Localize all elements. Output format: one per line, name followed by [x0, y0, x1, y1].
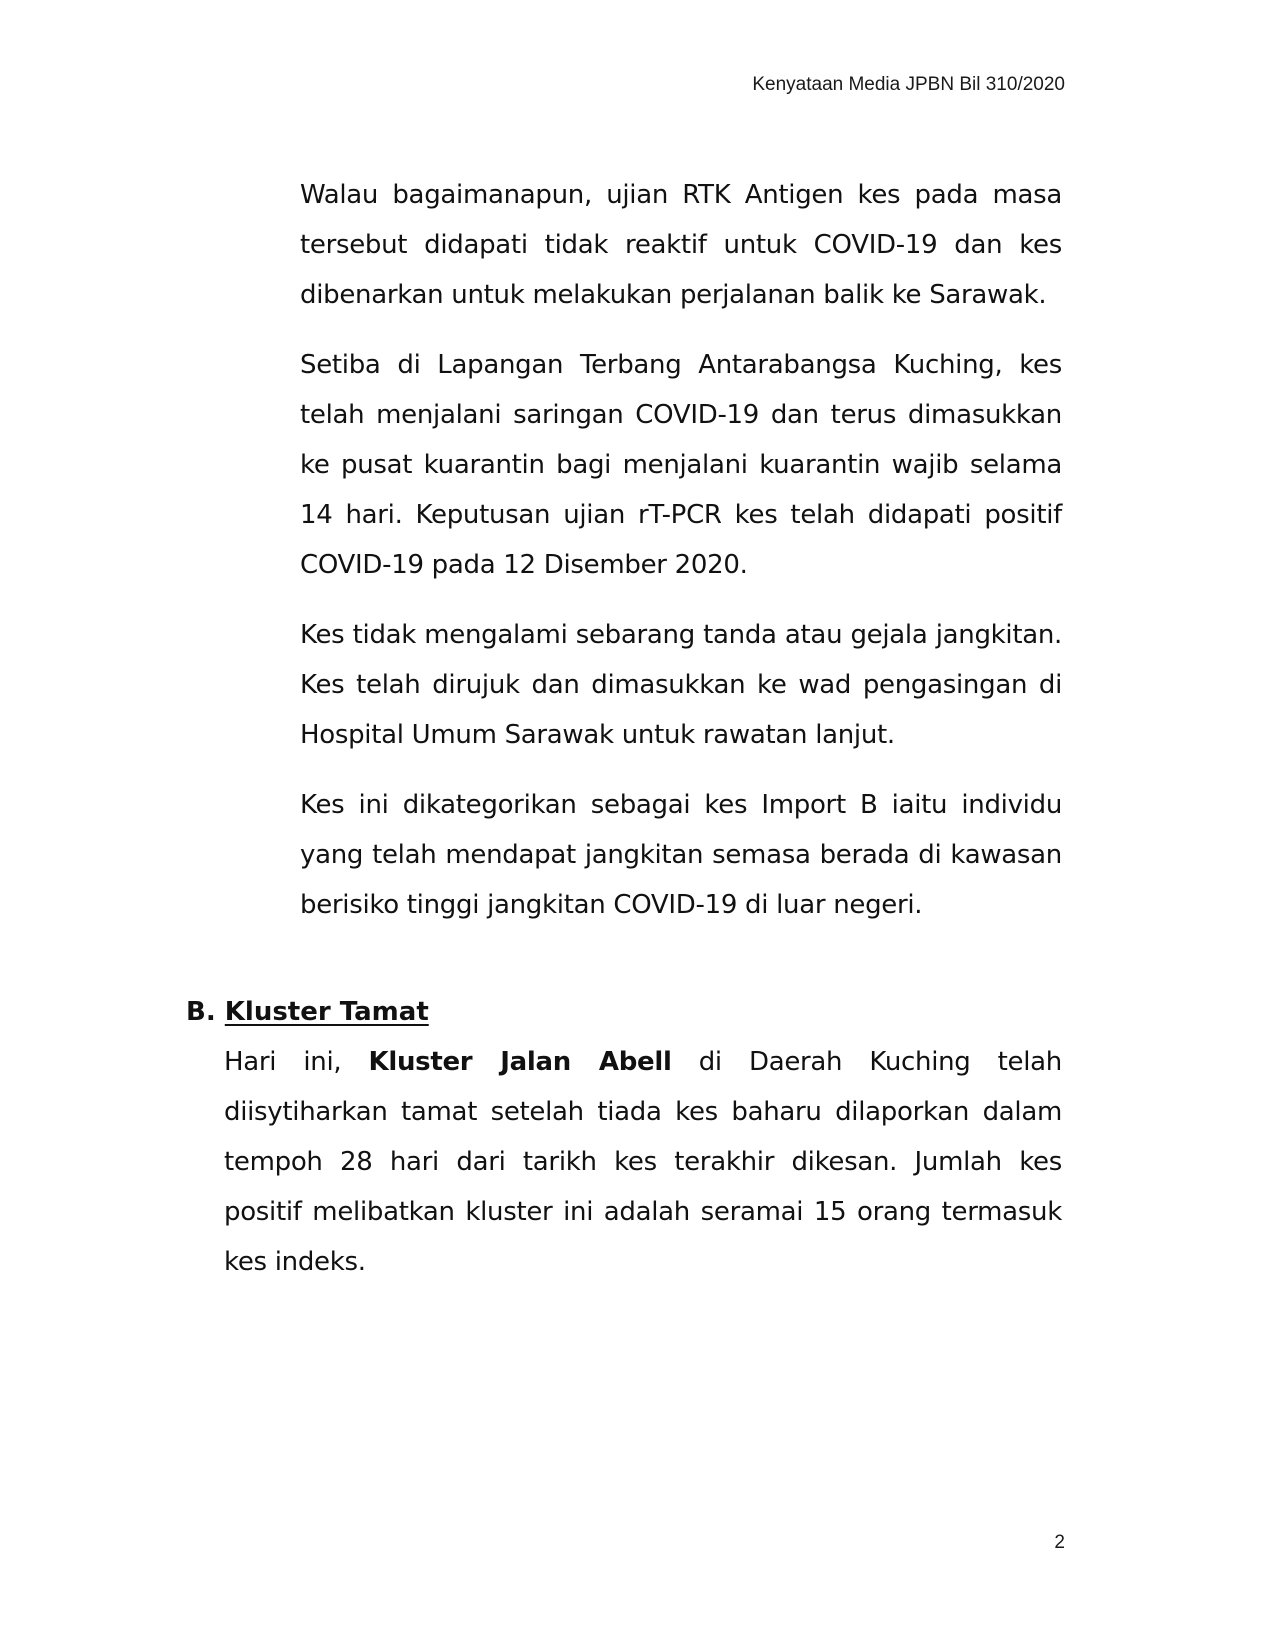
page-number: 2	[1054, 1532, 1065, 1553]
paragraph-airport-screening: Setiba di Lapangan Terbang Antarabangsa Kuching, kes telah menjalani saringan COVID-19 dan terus dimasukkan ke pusat kuarantin bagi menjalani kuarantin wajib selama 14 hari. Keputusan ujian rT-PCR kes telah didapati positif COVID-19 pada 12 Disember 2020.	[300, 350, 1062, 580]
document-reference: Kenyataan Media JPBN Bil 310/2020	[752, 74, 1065, 95]
paragraph-hospital-admission: Kes tidak mengalami sebarang tanda atau gejala jangkitan. Kes telah dirujuk dan dimasukkan ke wad pengasingan di Hospital Umum Sarawak untuk rawatan lanjut.	[300, 620, 1062, 750]
section-kluster-tamat	[186, 987, 1062, 1287]
case-details	[300, 170, 1062, 950]
section-body	[224, 1037, 1062, 1287]
section-title: Kluster Tamat	[224, 997, 429, 1027]
section-body-rest: di Daerah Kuching telah diisytiharkan tamat setelah tiada kes baharu dilaporkan dalam tempoh 28 hari dari tarikh kes terakhir dikesan. Jumlah kes positif melibatkan kluster ini adalah seramai 15 orang termasuk kes indeks.	[224, 1047, 1062, 1277]
section-marker: B.	[186, 997, 216, 1027]
section-body-intro: Hari ini,	[224, 1047, 369, 1077]
paragraph-rtk-antigen: Walau bagaimanapun, ujian RTK Antigen kes pada masa tersebut didapati tidak reaktif untuk COVID-19 dan kes dibenarkan untuk melakukan perjalanan balik ke Sarawak.	[300, 180, 1062, 310]
section-heading	[186, 987, 1062, 1037]
paragraph-import-category: Kes ini dikategorikan sebagai kes Import B iaitu individu yang telah mendapat jangkitan semasa berada di kawasan berisiko tinggi jangkitan COVID-19 di luar negeri.	[300, 790, 1062, 920]
cluster-name: Kluster Jalan Abell	[368, 1047, 672, 1077]
